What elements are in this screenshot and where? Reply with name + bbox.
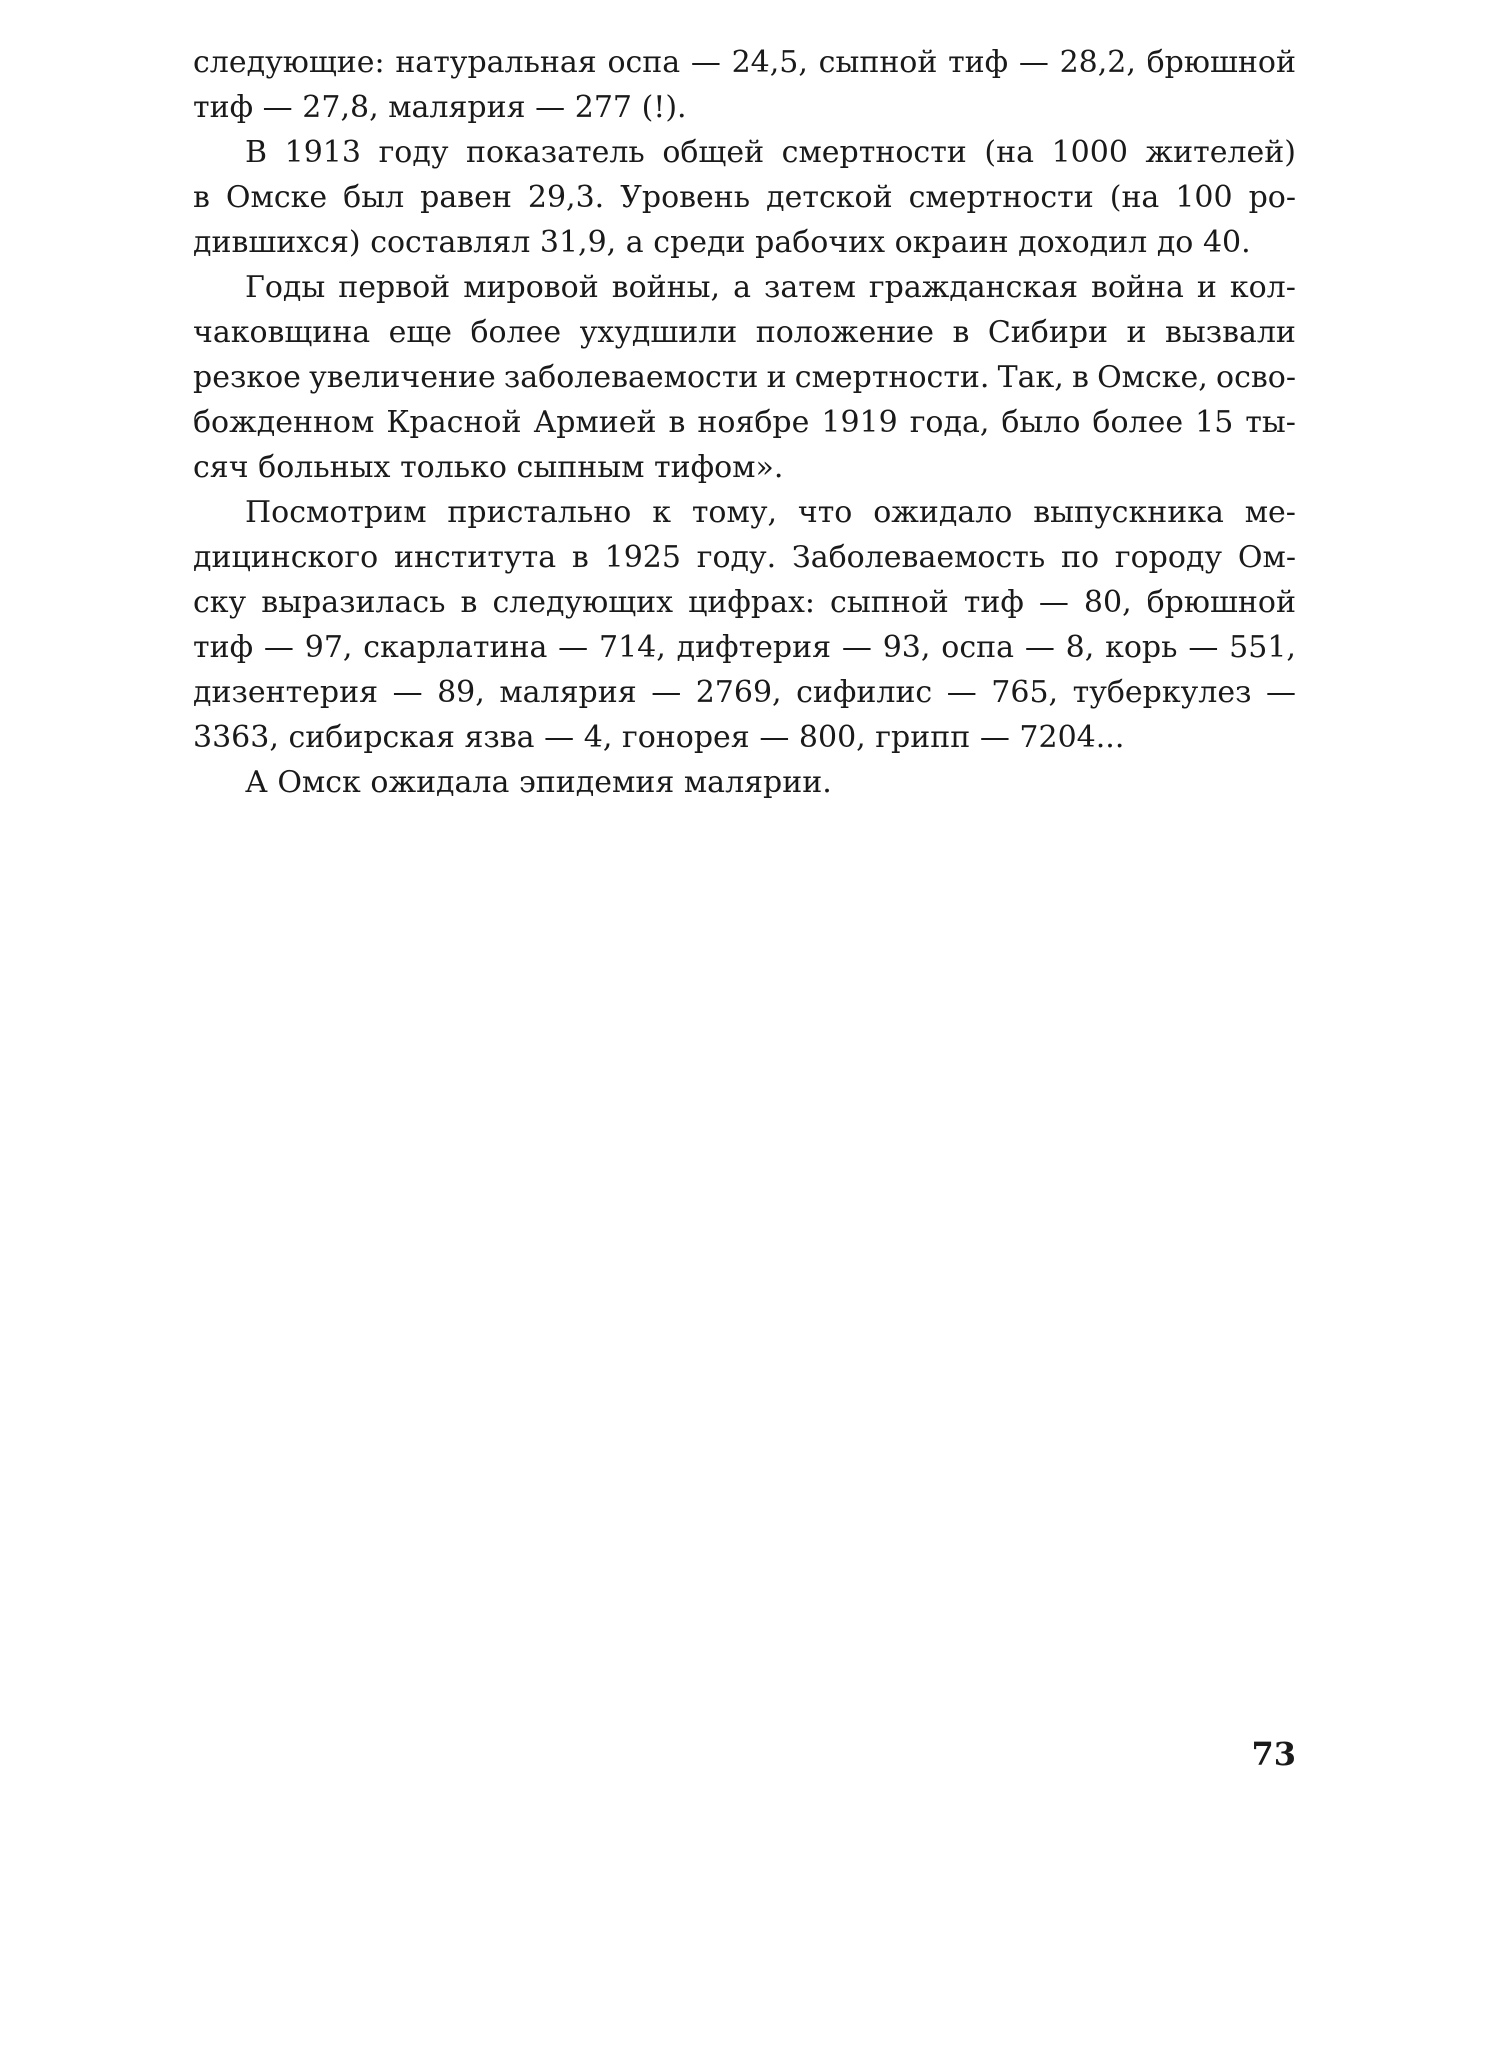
- word: 80,: [1083, 585, 1132, 620]
- word: 7204...: [1019, 720, 1125, 755]
- word: было: [1001, 405, 1081, 440]
- word: окраин: [894, 225, 1009, 260]
- word: А: [245, 765, 268, 800]
- word: ноябре: [697, 405, 810, 440]
- word: божденном: [193, 405, 375, 440]
- word: ме-: [1244, 495, 1296, 530]
- word: показатель: [466, 135, 645, 170]
- word: ожидало: [873, 495, 1013, 530]
- text-line: [193, 130, 1296, 175]
- word: вызвали: [1164, 315, 1296, 350]
- word: сибирская: [288, 720, 455, 755]
- word: смертности: [781, 135, 967, 170]
- word: 1919: [821, 405, 898, 440]
- word: выразилась: [261, 585, 446, 620]
- word: смертности: [908, 180, 1094, 215]
- word: дицинского: [193, 540, 379, 575]
- word: 1913: [284, 135, 361, 170]
- paragraph: [193, 265, 1296, 490]
- text-line: [193, 670, 1296, 715]
- word: —: [1038, 585, 1069, 620]
- word: ро-: [1248, 180, 1296, 215]
- word: году.: [696, 540, 777, 575]
- word: следующих: [492, 585, 674, 620]
- word: положение: [755, 315, 935, 350]
- page-number: 73: [1251, 1735, 1296, 1773]
- word: 3363,: [193, 720, 279, 755]
- word: гонорея: [621, 720, 750, 755]
- word: —: [651, 675, 682, 710]
- word: 4,: [583, 720, 613, 755]
- word: —: [979, 720, 1010, 755]
- word: пристально: [447, 495, 632, 530]
- word: оспа: [607, 45, 681, 80]
- word: Омске,: [1097, 360, 1208, 395]
- word: заболеваемости: [503, 360, 759, 395]
- word: грипп: [875, 720, 971, 755]
- word: сяч: [193, 450, 249, 485]
- word: и: [1196, 270, 1217, 305]
- word: еще: [388, 315, 453, 350]
- word: института: [393, 540, 557, 575]
- word: а: [625, 225, 644, 260]
- word: сыпной: [830, 585, 949, 620]
- word: чаковщина: [193, 315, 371, 350]
- word: в: [193, 180, 210, 215]
- word: доходил: [1018, 225, 1148, 260]
- word: (!).: [641, 90, 687, 125]
- paragraph: [193, 760, 1296, 805]
- word: первой: [338, 270, 451, 305]
- word: более: [1092, 405, 1184, 440]
- word: 2769,: [695, 675, 782, 710]
- word: эпидемия: [518, 765, 675, 800]
- word: 1000: [1051, 135, 1128, 170]
- word: по: [1061, 540, 1100, 575]
- text-line: [193, 535, 1296, 580]
- word: составлял: [370, 225, 531, 260]
- word: —: [1018, 45, 1049, 80]
- word: туберкулез: [1072, 675, 1252, 710]
- word: года,: [909, 405, 990, 440]
- word: Посмотрим: [245, 495, 427, 530]
- word: 31,9,: [539, 225, 617, 260]
- text-line: [193, 355, 1296, 400]
- word: Омск: [277, 765, 361, 800]
- word: и: [766, 360, 787, 395]
- word: скарлатина: [363, 630, 548, 665]
- word: детской: [766, 180, 893, 215]
- body-text: [193, 40, 1296, 805]
- word: что: [797, 495, 853, 530]
- word: Уровень: [620, 180, 751, 215]
- word: тиф: [963, 585, 1024, 620]
- word: сыпным: [516, 450, 645, 485]
- word: оспа: [941, 630, 1015, 665]
- word: а: [733, 270, 751, 305]
- word: 800,: [798, 720, 866, 755]
- word: 100: [1175, 180, 1233, 215]
- word: осво-: [1216, 360, 1296, 395]
- word: сифилис: [796, 675, 933, 710]
- word: затем: [763, 270, 856, 305]
- word: —: [392, 675, 423, 710]
- word: в: [571, 540, 589, 575]
- word: равен: [420, 180, 512, 215]
- word: ожидала: [370, 765, 510, 800]
- word: общей: [662, 135, 765, 170]
- word: дизентерия: [193, 675, 379, 710]
- word: 27,8,: [302, 90, 379, 125]
- word: брюшной: [1146, 45, 1296, 80]
- text-line: [193, 715, 1296, 760]
- word: цифрах:: [688, 585, 816, 620]
- word: в: [1072, 360, 1089, 395]
- paragraph: [193, 490, 1296, 760]
- word: увеличение: [309, 360, 496, 395]
- word: только: [400, 450, 507, 485]
- word: сыпной: [818, 45, 938, 80]
- word: выпускника: [1033, 495, 1224, 530]
- word: 15: [1195, 405, 1234, 440]
- word: 93,: [882, 630, 931, 665]
- word: был: [343, 180, 405, 215]
- word: 765,: [991, 675, 1059, 710]
- word: 89,: [437, 675, 485, 710]
- text-line: [193, 445, 1296, 490]
- word: 97,: [304, 630, 353, 665]
- word: более: [470, 315, 562, 350]
- word: —: [262, 90, 293, 125]
- word: рабочих: [755, 225, 886, 260]
- word: году: [378, 135, 449, 170]
- word: 551,: [1229, 630, 1296, 665]
- word: малярия: [388, 90, 526, 125]
- text-line: [193, 40, 1296, 85]
- word: —: [1265, 675, 1296, 710]
- word: городу: [1114, 540, 1223, 575]
- word: 277: [574, 90, 632, 125]
- word: 1925: [604, 540, 681, 575]
- word: —: [535, 90, 566, 125]
- word: В: [245, 135, 268, 170]
- word: ты-: [1245, 405, 1296, 440]
- word: дифтерия: [676, 630, 832, 665]
- text-line: [193, 625, 1296, 670]
- word: тому,: [691, 495, 778, 530]
- word: —: [1188, 630, 1219, 665]
- word: 24,5,: [731, 45, 808, 80]
- text-line: [193, 400, 1296, 445]
- word: —: [690, 45, 721, 80]
- word: Ом-: [1237, 540, 1296, 575]
- word: в: [460, 585, 478, 620]
- word: —: [544, 720, 575, 755]
- word: Заболеваемость: [792, 540, 1046, 575]
- word: смертности.: [794, 360, 990, 395]
- word: малярии.: [683, 765, 832, 800]
- word: Омске: [225, 180, 328, 215]
- word: корь: [1105, 630, 1178, 665]
- word: тиф: [193, 90, 254, 125]
- text-line: [193, 580, 1296, 625]
- word: —: [841, 630, 872, 665]
- word: в: [952, 315, 970, 350]
- word: гражданская: [868, 270, 1079, 305]
- word: в: [668, 405, 686, 440]
- word: войны,: [611, 270, 721, 305]
- text-line: [193, 490, 1296, 535]
- word: 28,2,: [1059, 45, 1136, 80]
- word: 8,: [1065, 630, 1095, 665]
- word: ухудшили: [579, 315, 738, 350]
- paragraph: [193, 40, 1296, 130]
- word: —: [263, 630, 294, 665]
- word: к: [652, 495, 671, 530]
- text-line: [193, 85, 1296, 130]
- word: война: [1091, 270, 1184, 305]
- word: Сибири: [987, 315, 1109, 350]
- text-line: [193, 175, 1296, 220]
- word: кол-: [1229, 270, 1296, 305]
- word: (на: [1109, 180, 1160, 215]
- word: (на: [984, 135, 1034, 170]
- paragraph: [193, 130, 1296, 265]
- word: Армией: [533, 405, 657, 440]
- text-line: [193, 265, 1296, 310]
- word: тиф: [948, 45, 1009, 80]
- word: до: [1156, 225, 1194, 260]
- word: —: [558, 630, 589, 665]
- word: —: [1024, 630, 1055, 665]
- word: 714,: [599, 630, 666, 665]
- word: Красной: [386, 405, 522, 440]
- word: натуральная: [395, 45, 597, 80]
- word: и: [1126, 315, 1147, 350]
- word: среди: [653, 225, 746, 260]
- word: следующие:: [193, 45, 385, 80]
- word: Так,: [997, 360, 1064, 395]
- word: —: [759, 720, 790, 755]
- text-line: [193, 220, 1296, 265]
- word: больных: [258, 450, 391, 485]
- word: малярия: [499, 675, 637, 710]
- word: ску: [193, 585, 247, 620]
- text-line: [193, 760, 1296, 805]
- text-line: [193, 310, 1296, 355]
- word: брюшной: [1146, 585, 1296, 620]
- word: тиф: [193, 630, 254, 665]
- word: резкое: [193, 360, 301, 395]
- word: 29,3.: [527, 180, 605, 215]
- word: —: [946, 675, 977, 710]
- word: язва: [464, 720, 535, 755]
- word: жителей): [1145, 135, 1296, 170]
- word: 40.: [1202, 225, 1251, 260]
- word: дившихся): [193, 225, 361, 260]
- word: Годы: [245, 270, 326, 305]
- word: мировой: [463, 270, 599, 305]
- word: тифом».: [654, 450, 784, 485]
